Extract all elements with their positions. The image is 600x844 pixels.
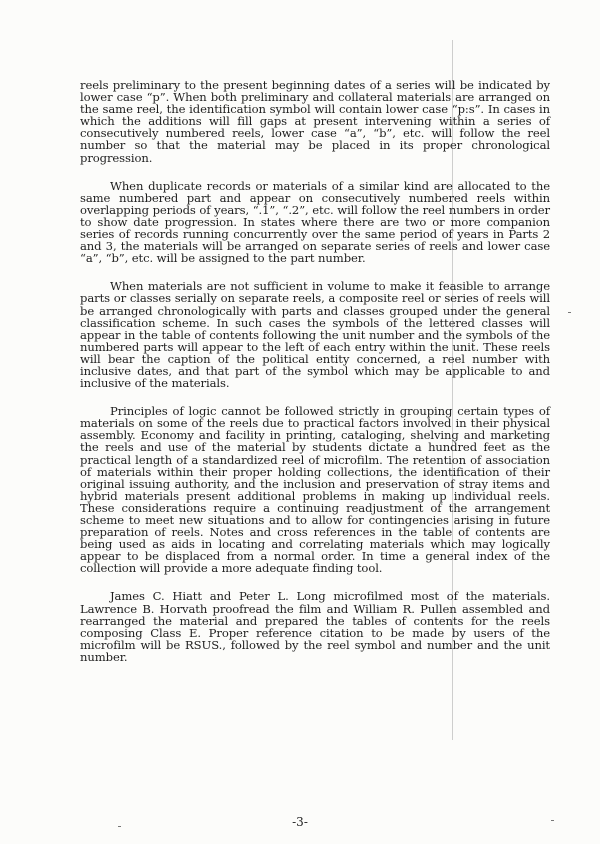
page-number: -3- [292, 815, 308, 829]
paragraph-2: When duplicate records or materials of a similar kind are allocated to the same numbered part and appear on consecutively numbered reels within overlapping periods of years, “.1”, “.2”, etc. will follow the reel numbers in order to show date progression. In states where there are two or more companion series of records running concurrently over the same period of years in Parts 2 and 3, the materials will be arranged on separate series of reels and lower case “a”, “b”, etc. will be assigned to the part number. [80, 178, 550, 266]
paragraph-4: Principles of logic cannot be followed strictly in grouping certain types of materials on some of the reels due to practical factors involved in their physical assembly. Economy and facility in printing, cataloging, shelving and marketing the reels and use of the material by students dictate a hundred feet as the practical length of a standardized reel of microfilm. The retention of association of materials within their proper holding collections, the identification of their original issuing authority, and the inclusion and preservation of stray items and hybrid materials present additional problems in making up individual reels. These considerations require a continuing readjustment of the arrangement scheme to meet new situations and to allow for contingencies arising in future preparation of reels. Notes and cross references in the table of contents are being used as aids in locating and correlating materials which may logically appear to be displaced from a normal order. In time a general index of the collection will provide a more adequate finding tool. [80, 404, 550, 576]
body-text [80, 79, 550, 679]
paragraph-5: James C. Hiatt and Peter L. Long microfilmed most of the materials. Lawrence B. Horvath proofread the film and William R. Pullen assembled and rearranged the material and prepared the tables of contents for the reels composing Class E. Proper reference citation to be made by users of the microfilm will be RSUS., followed by the reel symbol and number and the unit number. [80, 589, 550, 664]
paragraph-1: reels preliminary to the present beginning dates of a series will be indicated by lower case “p”. When both preliminary and collateral materials are arranged on the same reel, the identification symbol will contain lower case “p:s”. In cases in which the additions will fill gaps at present intervening within a series of consecutively numbered reels, lower case “a”, “b”, etc. will follow the reel number so that the material may be placed in its proper chronological progression. [80, 78, 550, 165]
scan-speck [118, 826, 121, 827]
scan-speck [551, 820, 554, 821]
scan-speck [568, 312, 571, 313]
paragraph-3: When materials are not sufficient in volume to make it feasible to arrange parts or classes serially on separate reels, a composite reel or series of reels will be arranged chronologically with parts and classes grouped under the general classification scheme. In such cases the symbols of the lettered classes will appear in the table of contents following the unit number and the symbols of the numbered parts will appear to the left of each entry within the unit. These reels will bear the caption of the political entity concerned, a reel number with inclusive dates, and that part of the symbol which may be applicable to and inclusive of the materials. [80, 279, 550, 391]
